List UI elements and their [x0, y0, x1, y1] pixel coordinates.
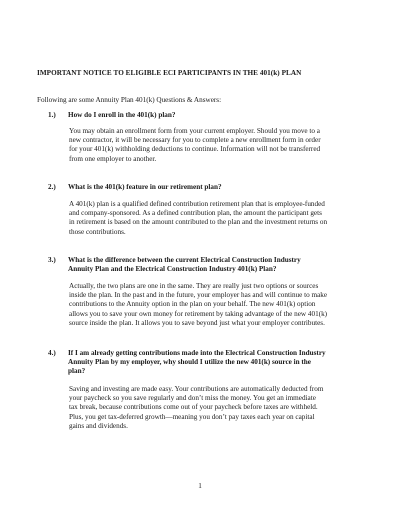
answer-3	[69, 282, 359, 328]
question-3-number: 3.)	[48, 256, 56, 264]
answer-3-line: contributions to the Annuity option in the plan on your behalf. The new 401(k) option	[69, 300, 316, 309]
answer-3-line: source inside the plan. It allows you to save beyond just what your employer contributes.	[69, 318, 325, 327]
answer-2	[69, 200, 359, 237]
question-4-text: If I am already getting contributions made into the Electrical Construction Industry	[68, 349, 326, 357]
answer-2-line: those contributions.	[69, 227, 126, 236]
question-4-text: plan?	[68, 367, 86, 375]
answer-2-line: and company-sponsored. As a defined contribution plan, the amount the participant gets	[69, 209, 322, 218]
question-2-number: 2.)	[48, 183, 56, 191]
question-4-number: 4.)	[48, 349, 56, 357]
answer-4-line: your paycheck so you save regularly and don’t miss the money. You get an immediate	[69, 394, 316, 403]
question-3-text: What is the difference between the current Electrical Construction Industry	[68, 256, 301, 264]
answer-3-line: allows you to save your own money for retirement by taking advantage of the new 401(k)	[69, 309, 328, 318]
question-3-text: Annuity Plan and the Electrical Construction Industry 401(k) Plan?	[68, 265, 277, 273]
answer-1	[69, 127, 359, 164]
answer-3-line: Actually, the two plans are one in the same. They are really just two options or sources	[69, 282, 319, 290]
answer-2-line: in retirement is based on the amount contributed to the plan and the investment returns on	[69, 218, 328, 227]
document-intro: Following are some Annuity Plan 401(k) Questions & Answers:	[37, 96, 222, 104]
page-number: 1	[198, 482, 202, 490]
question-2-heading	[48, 183, 348, 192]
question-4-text: Annuity Plan by my employer, why should I utilize the new 401(k) source in the	[68, 358, 311, 366]
document-title: IMPORTANT NOTICE TO ELIGIBLE ECI PARTICIPANTS IN THE 401(k) PLAN	[37, 69, 302, 77]
answer-4-line: tax break, because contributions come out of your paycheck before taxes are withheld.	[69, 403, 318, 412]
question-1-heading	[48, 111, 348, 120]
answer-3-line: inside the plan. In the past and in the future, your employer has and will continue to make	[69, 291, 328, 300]
question-4-heading	[48, 349, 348, 376]
answer-2-line: A 401(k) plan is a qualified defined contribution retirement plan that is employee-funded	[69, 200, 325, 208]
question-1-text: How do I enroll in the 401(k) plan?	[68, 111, 176, 119]
answer-4-line: gains and dividends.	[69, 421, 128, 430]
question-3-heading	[48, 256, 348, 274]
question-2-text: What is the 401(k) feature in our retirement plan?	[68, 183, 222, 191]
answer-4	[69, 385, 359, 431]
answer-4-line: Plus, you get tax-deferred growth—meaning you don’t pay taxes each year on capital	[69, 412, 315, 421]
answer-1-line: new contractor, it will be necessary for you to complete a new enrollment form in order	[69, 136, 321, 145]
question-1-number: 1.)	[48, 111, 56, 119]
answer-1-line: You may obtain an enrollment form from your current employer. Should you move to a	[69, 127, 320, 135]
answer-1-line: from one employer to another.	[69, 154, 157, 163]
answer-1-line: for your 401(k) withholding deductions to continue. Information will not be transferred	[69, 145, 321, 154]
answer-4-line: Saving and investing are made easy. Your contributions are automatically deducted from	[69, 385, 324, 393]
